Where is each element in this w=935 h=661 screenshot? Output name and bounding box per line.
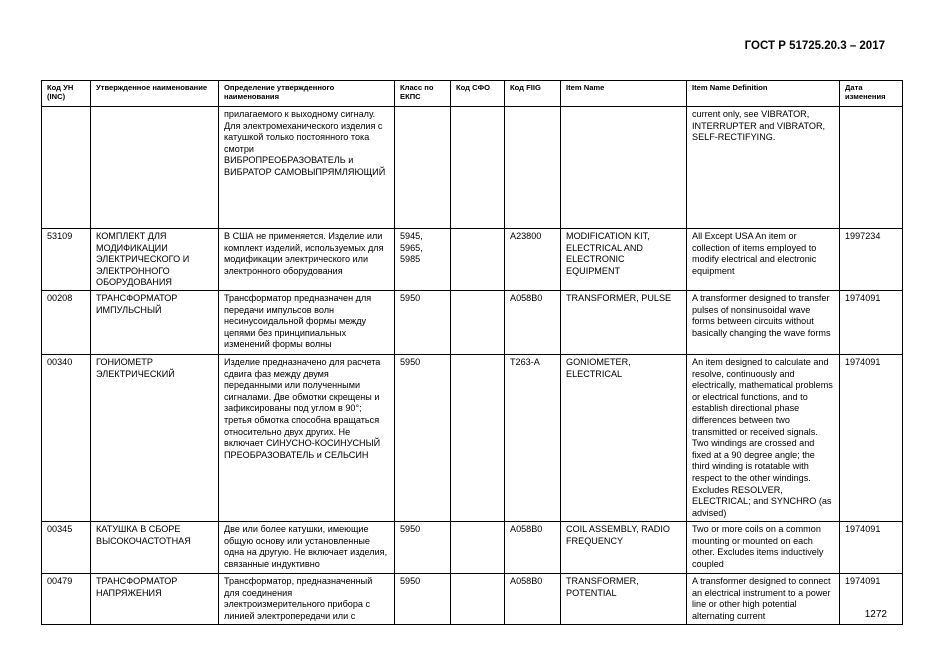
fiig-cell: A058B0 [505, 291, 561, 355]
sfo-cell [451, 574, 505, 625]
column-header-item-definition: Item Name Definition [687, 81, 840, 107]
item-definition-cell: current only, see VIBRATOR, INTERRUPTER and VIBRATOR, SELF-RECTIFYING. [687, 107, 840, 229]
definition-cell: Трансформатор предназначен для передачи импульсов волн несинусоидальной формы между цепями без принципиальных изменений формы волны [219, 291, 395, 355]
name-cell: КАТУШКА В СБОРЕ ВЫСОКОЧАСТОТНАЯ [91, 522, 219, 574]
table-row [42, 522, 903, 574]
name-cell: ГОНИОМЕТР ЭЛЕКТРИЧЕСКИЙ [91, 355, 219, 522]
class-cell: 5950 [395, 522, 451, 574]
definition-cell: прилагаемого к выходному сигналу. Для электромеханического изделия с катушкой только постоянного тока смотри ВИБРОПРЕОБРАЗОВАТЕЛЬ и ВИБРАТОР САМОВЫПРЯМЛЯЮЩИЙ [219, 107, 395, 229]
class-cell: 5945, 5965, 5985 [395, 229, 451, 291]
document-header: ГОСТ Р 51725.20.3 – 2017 [744, 40, 885, 52]
date-cell: 1974091 [840, 574, 903, 625]
item-name-cell [561, 107, 687, 229]
item-name-cell: COIL ASSEMBLY, RADIO FREQUENCY [561, 522, 687, 574]
definition-cell: Изделие предназначено для расчета сдвига фаз между двумя переданными или полученными сигналами. Две обмотки скрещены и зафиксированы под углом в 90°; третья обмотка способна вращаться относительно двух других. Не включает СИНУСНО-КОСИНУСНЫЙ ПРЕОБРАЗОВАТЕЛЬ и СЕЛЬСИН [219, 355, 395, 522]
name-cell: ТРАНСФОРМАТОР ИМПУЛЬСНЫЙ [91, 291, 219, 355]
item-name-cell: TRANSFORMER, POTENTIAL [561, 574, 687, 625]
item-name-cell: TRANSFORMER, PULSE [561, 291, 687, 355]
date-cell: 1974091 [840, 355, 903, 522]
item-definition-cell: A transformer designed to transfer pulses of nonsinusoidal wave forms between circuits without basically changing the wave forms [687, 291, 840, 355]
item-name-cell: GONIOMETER, ELECTRICAL [561, 355, 687, 522]
table-row [42, 291, 903, 355]
page-number: 1272 [864, 609, 887, 620]
fiig-cell: A058B0 [505, 574, 561, 625]
class-cell: 5950 [395, 291, 451, 355]
sfo-cell [451, 355, 505, 522]
date-cell: 1974091 [840, 522, 903, 574]
column-header-fiig: Код FIIG [505, 81, 561, 107]
column-header-approved-name: Утвержденное наименование [91, 81, 219, 107]
inc-cell: 00479 [42, 574, 91, 625]
column-header-inc: Код УН (INC) [42, 81, 91, 107]
inc-cell: 00340 [42, 355, 91, 522]
item-definition-cell: A transformer designed to connect an electrical instrument to a power line or other high potential alternating current [687, 574, 840, 625]
item-definition-cell: An item designed to calculate and resolve, continuously and electrically, mathematical problems or electrical functions, and to establish directional phase differences between two transmitted or received signals. Two windings are crossed and fixed at a 90 degree angle; the third winding is rotatable with respect to the other windings. Excludes RESOLVER, ELECTRICAL; and SYNCHRO (as advised) [687, 355, 840, 522]
table-row [42, 229, 903, 291]
class-cell [395, 107, 451, 229]
definition-cell: В США не применяется. Изделие или комплект изделий, используемых для модификации электрического или электронного оборудования [219, 229, 395, 291]
table-row [42, 355, 903, 522]
inc-cell [42, 107, 91, 229]
item-name-cell: MODIFICATION KIT, ELECTRICAL AND ELECTRONIC EQUIPMENT [561, 229, 687, 291]
class-cell: 5950 [395, 355, 451, 522]
sfo-cell [451, 229, 505, 291]
inc-cell: 00345 [42, 522, 91, 574]
fiig-cell: T263-A [505, 355, 561, 522]
name-cell [91, 107, 219, 229]
table-row [42, 574, 903, 625]
column-header-date: Дата изменения [840, 81, 903, 107]
column-header-class: Класс по ЕКПС [395, 81, 451, 107]
table-row [42, 107, 903, 229]
inc-cell: 00208 [42, 291, 91, 355]
nomenclature-table [41, 80, 903, 625]
name-cell: КОМПЛЕКТ ДЛЯ МОДИФИКАЦИИ ЭЛЕКТРИЧЕСКОГО И ЭЛЕКТРОННОГО ОБОРУДОВАНИЯ [91, 229, 219, 291]
fiig-cell: A23800 [505, 229, 561, 291]
definition-cell: Две или более катушки, имеющие общую основу или установленные одна на другую. Не включает изделия, связанные индуктивно [219, 522, 395, 574]
table-header [42, 81, 903, 107]
item-definition-cell: All Except USA An item or collection of items employed to modify electrical and electronic equipment [687, 229, 840, 291]
column-header-item-name: Item Name [561, 81, 687, 107]
sfo-cell [451, 522, 505, 574]
fiig-cell [505, 107, 561, 229]
date-cell: 1974091 [840, 291, 903, 355]
class-cell: 5950 [395, 574, 451, 625]
inc-cell: 53109 [42, 229, 91, 291]
column-header-definition: Определение утвержденного наименования [219, 81, 395, 107]
name-cell: ТРАНСФОРМАТОР НАПРЯЖЕНИЯ [91, 574, 219, 625]
date-cell: 1997234 [840, 229, 903, 291]
fiig-cell: A058B0 [505, 522, 561, 574]
item-definition-cell: Two or more coils on a common mounting or mounted on each other. Excludes items inductively coupled [687, 522, 840, 574]
column-header-sfo: Код СФО [451, 81, 505, 107]
sfo-cell [451, 107, 505, 229]
date-cell [840, 107, 903, 229]
definition-cell: Трансформатор, предназначенный для соединения электроизмерительного прибора с линией электропередачи или с [219, 574, 395, 625]
sfo-cell [451, 291, 505, 355]
